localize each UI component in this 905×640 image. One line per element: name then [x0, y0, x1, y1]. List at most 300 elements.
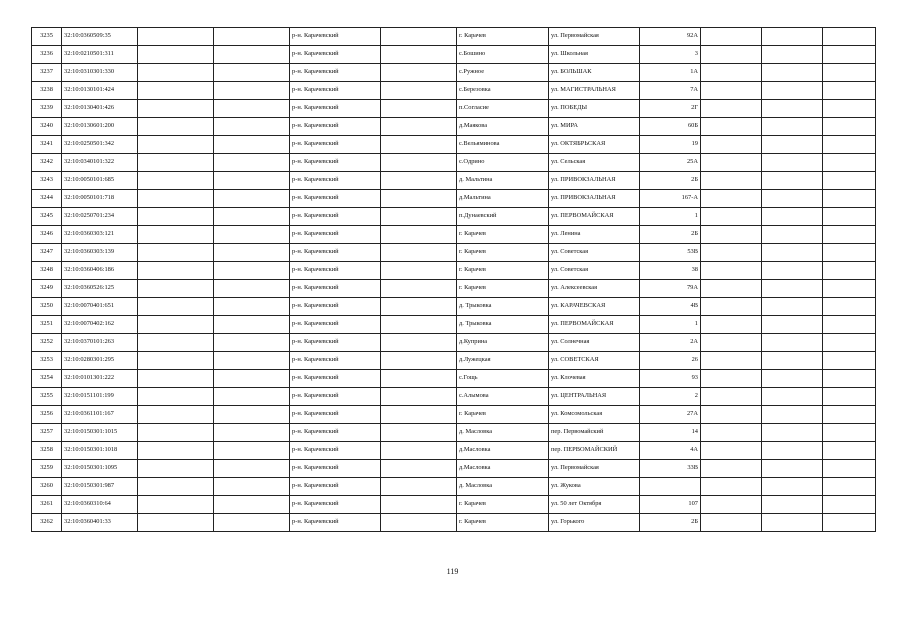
cell-street: ул. ОКТЯБРЬСКАЯ: [549, 136, 640, 154]
cell-district: р-н. Карачевский: [290, 298, 381, 316]
cell-house-number: 2Б: [640, 172, 701, 190]
cell-cadastral-number: 32:10:0130601:200: [62, 118, 138, 136]
cell-empty: [138, 334, 214, 352]
cell-empty: [701, 478, 762, 496]
cell-cadastral-number: 32:10:0070402:162: [62, 316, 138, 334]
cell-empty: [381, 496, 457, 514]
cell-house-number: 14: [640, 424, 701, 442]
cell-street: ул. КАРАЧЕВСКАЯ: [549, 298, 640, 316]
cell-empty: [762, 64, 823, 82]
cell-settlement: г. Карачев: [457, 514, 549, 532]
cell-street: ул. Советская: [549, 244, 640, 262]
cell-empty: [214, 388, 290, 406]
cell-cadastral-number: 32:10:0130401:426: [62, 100, 138, 118]
cell-empty: [214, 244, 290, 262]
cell-empty: [214, 262, 290, 280]
cell-empty: [823, 262, 876, 280]
cell-empty: [701, 316, 762, 334]
cell-empty: [701, 352, 762, 370]
table-row: [32, 334, 876, 352]
cell-empty: [138, 46, 214, 64]
cell-street: ул. МИРА: [549, 118, 640, 136]
cell-district: р-н. Карачевский: [290, 100, 381, 118]
cell-empty: [138, 226, 214, 244]
table-row: [32, 136, 876, 154]
cell-empty: [381, 46, 457, 64]
cell-empty: [214, 370, 290, 388]
cell-district: р-н. Карачевский: [290, 190, 381, 208]
cell-district: р-н. Карачевский: [290, 496, 381, 514]
cell-house-number: 53В: [640, 244, 701, 262]
cell-street: ул. Солнечная: [549, 334, 640, 352]
cell-empty: [138, 514, 214, 532]
cell-house-number: 19: [640, 136, 701, 154]
cell-record-number: 3246: [32, 226, 62, 244]
cell-cadastral-number: 32:10:0151101:199: [62, 388, 138, 406]
table-row: [32, 82, 876, 100]
table-row: [32, 262, 876, 280]
cell-district: р-н. Карачевский: [290, 208, 381, 226]
cell-empty: [138, 244, 214, 262]
cell-empty: [214, 424, 290, 442]
cell-empty: [214, 64, 290, 82]
cell-district: р-н. Карачевский: [290, 118, 381, 136]
cell-record-number: 3262: [32, 514, 62, 532]
cell-cadastral-number: 32:10:0360406:186: [62, 262, 138, 280]
cell-house-number: 2: [640, 388, 701, 406]
cell-empty: [823, 244, 876, 262]
cell-cadastral-number: 32:10:0280301:295: [62, 352, 138, 370]
cell-empty: [381, 388, 457, 406]
cell-empty: [138, 388, 214, 406]
cell-street: ул. ЦЕНТРАЛЬНАЯ: [549, 388, 640, 406]
table-row: [32, 298, 876, 316]
cell-district: р-н. Карачевский: [290, 46, 381, 64]
cell-empty: [701, 172, 762, 190]
cell-district: р-н. Карачевский: [290, 64, 381, 82]
cell-house-number: 4А: [640, 442, 701, 460]
cell-district: р-н. Карачевский: [290, 352, 381, 370]
cell-record-number: 3260: [32, 478, 62, 496]
cell-empty: [138, 316, 214, 334]
cell-settlement: с.Вельяминова: [457, 136, 549, 154]
cell-empty: [138, 64, 214, 82]
cell-empty: [823, 442, 876, 460]
cell-cadastral-number: 32:10:0360509:35: [62, 28, 138, 46]
cell-empty: [762, 190, 823, 208]
cell-empty: [823, 280, 876, 298]
cell-empty: [214, 298, 290, 316]
registry-table-body: [32, 28, 876, 532]
cell-empty: [701, 190, 762, 208]
cell-empty: [762, 478, 823, 496]
cell-empty: [701, 46, 762, 64]
cell-district: р-н. Карачевский: [290, 442, 381, 460]
cell-empty: [214, 28, 290, 46]
cell-empty: [701, 496, 762, 514]
cell-cadastral-number: 32:10:0150301:1018: [62, 442, 138, 460]
cell-settlement: д.Маякова: [457, 118, 549, 136]
cell-record-number: 3259: [32, 460, 62, 478]
cell-empty: [214, 316, 290, 334]
cell-empty: [701, 226, 762, 244]
cell-record-number: 3256: [32, 406, 62, 424]
cell-street: ул. Советская: [549, 262, 640, 280]
table-row: [32, 424, 876, 442]
cell-empty: [823, 370, 876, 388]
cell-street: ул. Школьная: [549, 46, 640, 64]
cell-cadastral-number: 32:10:0250501:342: [62, 136, 138, 154]
table-row: [32, 118, 876, 136]
cell-empty: [138, 280, 214, 298]
cell-record-number: 3244: [32, 190, 62, 208]
cell-empty: [823, 388, 876, 406]
cell-record-number: 3257: [32, 424, 62, 442]
cell-empty: [138, 100, 214, 118]
cell-record-number: 3251: [32, 316, 62, 334]
cell-settlement: д. Масловка: [457, 478, 549, 496]
cell-settlement: г. Карачев: [457, 244, 549, 262]
cell-house-number: [640, 478, 701, 496]
cell-empty: [823, 82, 876, 100]
cell-district: р-н. Карачевский: [290, 424, 381, 442]
cell-empty: [138, 172, 214, 190]
cell-empty: [762, 82, 823, 100]
cell-street: ул. Комсомольская: [549, 406, 640, 424]
cell-empty: [762, 442, 823, 460]
cell-district: р-н. Карачевский: [290, 514, 381, 532]
table-row: [32, 154, 876, 172]
cell-empty: [823, 406, 876, 424]
cell-empty: [214, 496, 290, 514]
cell-empty: [823, 316, 876, 334]
cell-empty: [381, 154, 457, 172]
cell-empty: [701, 334, 762, 352]
cell-record-number: 3237: [32, 64, 62, 82]
cell-district: р-н. Карачевский: [290, 82, 381, 100]
cell-empty: [214, 190, 290, 208]
cell-empty: [762, 172, 823, 190]
cell-cadastral-number: 32:10:0101301:222: [62, 370, 138, 388]
cell-district: р-н. Карачевский: [290, 244, 381, 262]
cell-house-number: 93: [640, 370, 701, 388]
cell-empty: [214, 136, 290, 154]
cell-record-number: 3235: [32, 28, 62, 46]
cell-cadastral-number: 32:10:0361101:167: [62, 406, 138, 424]
cell-empty: [138, 442, 214, 460]
cell-district: р-н. Карачевский: [290, 370, 381, 388]
cell-settlement: д.Куприна: [457, 334, 549, 352]
cell-street: ул. 50 лет Октября: [549, 496, 640, 514]
cell-empty: [214, 118, 290, 136]
cell-record-number: 3250: [32, 298, 62, 316]
cell-cadastral-number: 32:10:0310301:330: [62, 64, 138, 82]
cell-house-number: 2Б: [640, 514, 701, 532]
cell-settlement: г. Карачев: [457, 406, 549, 424]
cell-house-number: 27А: [640, 406, 701, 424]
cell-cadastral-number: 32:10:0360303:139: [62, 244, 138, 262]
cell-house-number: 33В: [640, 460, 701, 478]
cell-empty: [701, 154, 762, 172]
cell-settlement: д. Масловка: [457, 424, 549, 442]
cell-empty: [381, 406, 457, 424]
cell-empty: [214, 172, 290, 190]
cell-cadastral-number: 32:10:0150301:1015: [62, 424, 138, 442]
cell-settlement: г. Карачев: [457, 496, 549, 514]
cell-empty: [138, 406, 214, 424]
cell-house-number: 167-А: [640, 190, 701, 208]
cell-empty: [762, 46, 823, 64]
cell-empty: [823, 424, 876, 442]
table-row: [32, 208, 876, 226]
cell-empty: [823, 460, 876, 478]
table-row: [32, 316, 876, 334]
cell-cadastral-number: 32:10:0210501:311: [62, 46, 138, 64]
cell-empty: [214, 82, 290, 100]
cell-empty: [762, 406, 823, 424]
cell-empty: [762, 316, 823, 334]
cell-empty: [701, 82, 762, 100]
table-row: [32, 28, 876, 46]
cell-settlement: д. Мальтина: [457, 172, 549, 190]
cell-record-number: 3243: [32, 172, 62, 190]
cell-empty: [823, 100, 876, 118]
cell-empty: [381, 316, 457, 334]
cell-empty: [381, 82, 457, 100]
cell-empty: [762, 226, 823, 244]
cell-empty: [214, 154, 290, 172]
cell-empty: [762, 496, 823, 514]
cell-empty: [762, 118, 823, 136]
cell-empty: [381, 370, 457, 388]
cell-empty: [701, 406, 762, 424]
cell-empty: [381, 424, 457, 442]
cell-empty: [381, 244, 457, 262]
cell-settlement: п.Согласие: [457, 100, 549, 118]
cell-empty: [138, 154, 214, 172]
cell-district: р-н. Карачевский: [290, 334, 381, 352]
cell-house-number: 79А: [640, 280, 701, 298]
cell-empty: [823, 298, 876, 316]
cell-empty: [823, 208, 876, 226]
cell-record-number: 3242: [32, 154, 62, 172]
cell-empty: [381, 352, 457, 370]
cell-house-number: 1А: [640, 64, 701, 82]
cell-empty: [762, 28, 823, 46]
cell-empty: [381, 334, 457, 352]
cell-street: ул. БОЛЬШАК: [549, 64, 640, 82]
cell-empty: [138, 262, 214, 280]
cell-record-number: 3258: [32, 442, 62, 460]
cell-house-number: 4В: [640, 298, 701, 316]
cell-empty: [138, 136, 214, 154]
cell-empty: [214, 442, 290, 460]
cell-street: ул. Первомайская: [549, 28, 640, 46]
registry-table: [31, 27, 876, 532]
cell-empty: [381, 514, 457, 532]
cell-empty: [701, 136, 762, 154]
table-row: [32, 46, 876, 64]
cell-empty: [762, 244, 823, 262]
cell-empty: [381, 280, 457, 298]
cell-settlement: д.Масловка: [457, 460, 549, 478]
cell-empty: [138, 352, 214, 370]
cell-empty: [381, 442, 457, 460]
cell-cadastral-number: 32:10:0250701:234: [62, 208, 138, 226]
cell-house-number: 92А: [640, 28, 701, 46]
cell-empty: [214, 406, 290, 424]
cell-settlement: п.Дунаевский: [457, 208, 549, 226]
cell-empty: [381, 64, 457, 82]
cell-empty: [138, 118, 214, 136]
table-row: [32, 280, 876, 298]
cell-record-number: 3261: [32, 496, 62, 514]
cell-empty: [762, 136, 823, 154]
cell-cadastral-number: 32:10:0360401:33: [62, 514, 138, 532]
table-row: [32, 514, 876, 532]
cell-empty: [762, 460, 823, 478]
table-row: [32, 100, 876, 118]
cell-settlement: д. Трыковка: [457, 316, 549, 334]
cell-empty: [214, 208, 290, 226]
cell-cadastral-number: 32:10:0130101:424: [62, 82, 138, 100]
cell-empty: [138, 370, 214, 388]
cell-empty: [214, 226, 290, 244]
cell-empty: [701, 208, 762, 226]
cell-empty: [762, 208, 823, 226]
cell-empty: [701, 298, 762, 316]
cell-record-number: 3248: [32, 262, 62, 280]
table-row: [32, 478, 876, 496]
cell-empty: [823, 28, 876, 46]
cell-empty: [823, 334, 876, 352]
cell-empty: [138, 208, 214, 226]
cell-street: ул. Алексеевская: [549, 280, 640, 298]
cell-settlement: с.Одрино: [457, 154, 549, 172]
cell-empty: [762, 280, 823, 298]
table-row: [32, 352, 876, 370]
cell-record-number: 3252: [32, 334, 62, 352]
cell-cadastral-number: 32:10:0370101:263: [62, 334, 138, 352]
cell-record-number: 3247: [32, 244, 62, 262]
cell-empty: [701, 28, 762, 46]
cell-house-number: 26: [640, 352, 701, 370]
cell-district: р-н. Карачевский: [290, 172, 381, 190]
cell-empty: [381, 208, 457, 226]
cell-empty: [762, 298, 823, 316]
cell-street: ул. ПОБЕДЫ: [549, 100, 640, 118]
cell-empty: [381, 28, 457, 46]
table-row: [32, 64, 876, 82]
cell-empty: [762, 352, 823, 370]
cell-empty: [762, 388, 823, 406]
cell-settlement: г. Карачев: [457, 262, 549, 280]
cell-street: ул. ПРИВОКЗАЛЬНАЯ: [549, 190, 640, 208]
cell-empty: [214, 46, 290, 64]
cell-district: р-н. Карачевский: [290, 460, 381, 478]
cell-empty: [214, 460, 290, 478]
cell-settlement: с.Алымова: [457, 388, 549, 406]
cell-empty: [823, 64, 876, 82]
cell-cadastral-number: 32:10:0360310:64: [62, 496, 138, 514]
cell-district: р-н. Карачевский: [290, 262, 381, 280]
cell-settlement: с.Бошино: [457, 46, 549, 64]
cell-house-number: 107: [640, 496, 701, 514]
cell-empty: [381, 262, 457, 280]
cell-cadastral-number: 32:10:0070401:651: [62, 298, 138, 316]
cell-district: р-н. Карачевский: [290, 388, 381, 406]
cell-empty: [701, 370, 762, 388]
cell-empty: [701, 100, 762, 118]
cell-settlement: г. Карачев: [457, 226, 549, 244]
cell-empty: [762, 370, 823, 388]
table-row: [32, 496, 876, 514]
cell-settlement: д. Трыковка: [457, 298, 549, 316]
cell-house-number: 7А: [640, 82, 701, 100]
cell-cadastral-number: 32:10:0050101:718: [62, 190, 138, 208]
table-row: [32, 172, 876, 190]
cell-empty: [762, 100, 823, 118]
cell-record-number: 3239: [32, 100, 62, 118]
cell-empty: [701, 280, 762, 298]
cell-street: ул. ПРИВОКЗАЛЬНАЯ: [549, 172, 640, 190]
cell-district: р-н. Карачевский: [290, 28, 381, 46]
cell-settlement: д.Лужецкая: [457, 352, 549, 370]
cell-record-number: 3240: [32, 118, 62, 136]
cell-empty: [762, 154, 823, 172]
cell-cadastral-number: 32:10:0340101:322: [62, 154, 138, 172]
cell-district: р-н. Карачевский: [290, 316, 381, 334]
cell-empty: [214, 100, 290, 118]
cell-settlement: с.Ружное: [457, 64, 549, 82]
cell-street: ул. ПЕРВОМАЙСКАЯ: [549, 208, 640, 226]
cell-empty: [138, 190, 214, 208]
cell-empty: [823, 226, 876, 244]
cell-street: пер. Первомайский: [549, 424, 640, 442]
cell-record-number: 3245: [32, 208, 62, 226]
cell-empty: [823, 172, 876, 190]
table-row: [32, 460, 876, 478]
cell-record-number: 3249: [32, 280, 62, 298]
cell-empty: [701, 64, 762, 82]
cell-empty: [823, 154, 876, 172]
cell-district: р-н. Карачевский: [290, 154, 381, 172]
cell-empty: [214, 514, 290, 532]
cell-empty: [823, 118, 876, 136]
cell-record-number: 3253: [32, 352, 62, 370]
table-row: [32, 226, 876, 244]
cell-settlement: г. Карачев: [457, 280, 549, 298]
cell-street: ул. ПЕРВОМАЙСКАЯ: [549, 316, 640, 334]
cell-house-number: 3: [640, 46, 701, 64]
cell-settlement: г. Карачев: [457, 28, 549, 46]
cell-empty: [701, 118, 762, 136]
table-row: [32, 442, 876, 460]
cell-empty: [823, 190, 876, 208]
cell-street: ул. Клочевая: [549, 370, 640, 388]
cell-district: р-н. Карачевский: [290, 478, 381, 496]
cell-house-number: 1: [640, 316, 701, 334]
cell-empty: [381, 136, 457, 154]
cell-street: пер. ПЕРВОМАЙСКИЙ: [549, 442, 640, 460]
cell-district: р-н. Карачевский: [290, 280, 381, 298]
cell-empty: [138, 460, 214, 478]
cell-empty: [138, 28, 214, 46]
cell-street: ул. Жукова: [549, 478, 640, 496]
cell-record-number: 3254: [32, 370, 62, 388]
cell-house-number: 2Г: [640, 100, 701, 118]
cell-empty: [762, 262, 823, 280]
